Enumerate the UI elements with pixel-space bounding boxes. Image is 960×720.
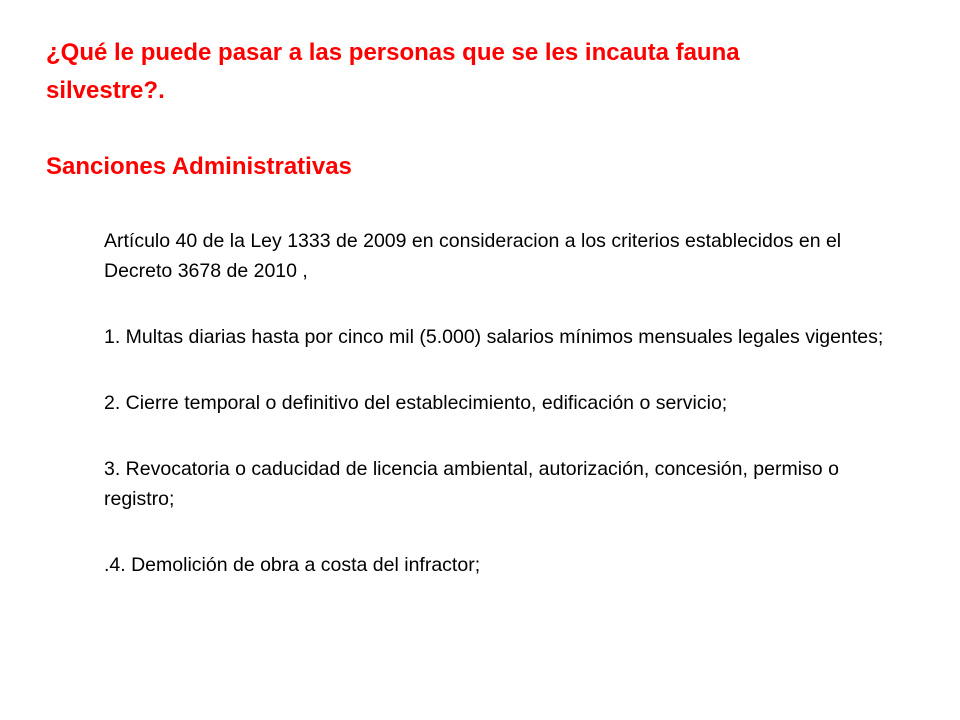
- slide-title: [46, 34, 906, 186]
- paragraph-sanction-1: 1. Multas diarias hasta por cinco mil (5.000) salarios mínimos mensuales legales vigentes;: [104, 326, 884, 348]
- title-line-1: ¿Qué le puede pasar a las personas que se les incauta fauna: [46, 39, 740, 66]
- section-subtitle: Sanciones Administrativas: [46, 153, 352, 180]
- paragraph-sanction-4: .4. Demolición de obra a costa del infractor;: [104, 554, 481, 576]
- paragraph-sanction-3: 3. Revocatoria o caducidad de licencia ambiental, autorización, concesión, permiso o registro;: [104, 458, 839, 510]
- paragraph-sanction-2: 2. Cierre temporal o definitivo del establecimiento, edificación o servicio;: [104, 392, 728, 414]
- paragraph-article-reference: Artículo 40 de la Ley 1333 de 2009 en consideracion a los criterios establecidos en el Decreto 3678 de 2010 ,: [104, 230, 842, 282]
- title-line-2: silvestre?.: [46, 77, 165, 104]
- body-text: [104, 226, 904, 580]
